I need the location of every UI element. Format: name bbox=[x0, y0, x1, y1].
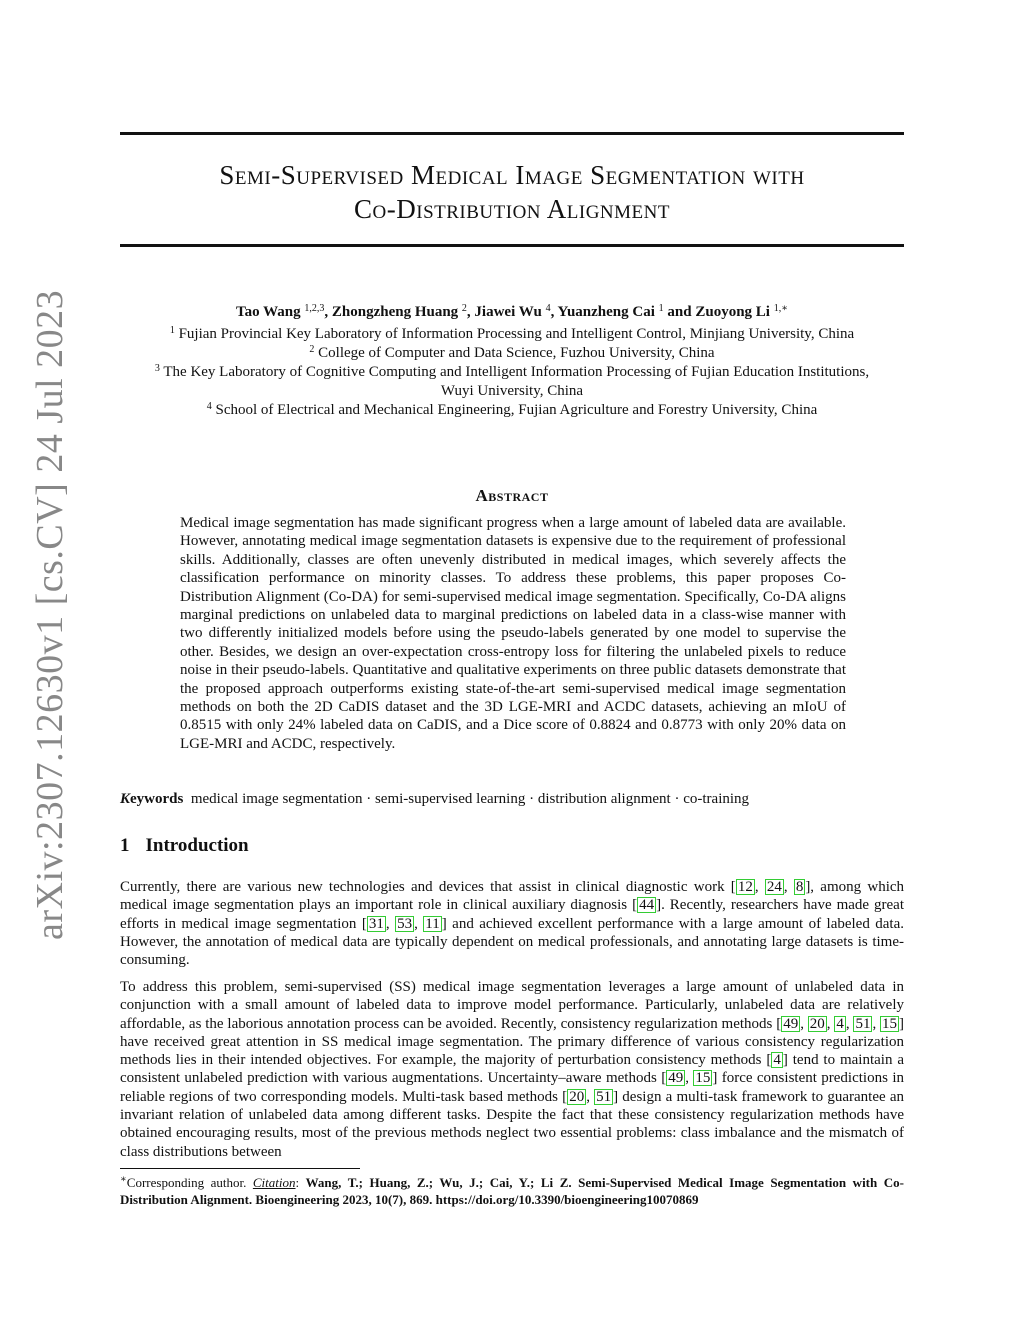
paper-title-line-1: Semi-Supervised Medical Image Segmentation with bbox=[219, 160, 805, 190]
affiliation-item: Wuyi University, China bbox=[440, 383, 584, 399]
citation-link[interactable]: 20 bbox=[569, 1088, 585, 1105]
citation-link[interactable]: 15 bbox=[882, 1015, 898, 1032]
author-affiliation-mark: 1 bbox=[658, 303, 664, 314]
intro-paragraph-1: Currently, there are various new technologies and devices that assist in clinical diagnostic work [ 12 , 24 , 8 ], among which medical image segmentation plays an important role in clinical auxiliary diagnosis [ 44 ]. Recently, researchers have made great efforts in medical image segmentation [ 31 , 53 , 11 ] and achieved excellent performance with a large amount of labeled data. However, the annotation of medical data are typically dependent on medical professionals, and annotating large datasets is time-consuming. bbox=[120, 879, 905, 969]
footnote-mark: ∗ bbox=[120, 1174, 127, 1185]
citation-link[interactable]: 20 bbox=[809, 1015, 825, 1032]
citation-link[interactable]: 51 bbox=[596, 1088, 612, 1105]
citation-link[interactable]: 15 bbox=[695, 1070, 711, 1087]
citation-link[interactable]: 51 bbox=[855, 1015, 871, 1032]
citation-link[interactable]: 11 bbox=[425, 915, 440, 932]
citation-link[interactable]: 31 bbox=[368, 915, 384, 932]
title-top-rule bbox=[120, 132, 904, 135]
paper-title-line-2: Co-Distribution Alignment bbox=[354, 194, 670, 224]
intro-paragraph-2: To address this problem, semi-supervised (SS) medical image segmentation leverages a large amount of unlabeled data in conjunction with a small amount of labeled data to improve model performance. Particularly, unlabeled data are relatively affordable, as the laborious annotation process can be avoided. Recently, consistency regularization methods [ 49 , 20 , 4 , 51 , 15 ] have received great attention in SS medical image segmentation. The primary difference of various consistency regularization methods lies in their intended objectives. For example, the majority of perturbation consistency methods [ 4 ] tend to maintain a consistent unlabeled prediction with various augmentations. Uncertainty–aware methods [ 49 , 15 ] force consistent predictions in reliable regions of two corresponding models. Multi-task based methods [ 20 , 51 ] design a multi-task framework to guarantee an invariant relation of unlabeled data among different tasks. Despite the fact that these consistency regularization methods have obtained encouraging results, most of the previous methods neglect two essential problems: class imbalance and the mismatch of class distributions between bbox=[120, 979, 905, 1160]
citation-reference: Wang, T.; Huang, Z.; Wu, J.; Cai, Y.; Li Z. Semi-Supervised Medical Image Segmentation with Co-Distribution Alignment. Bioengineering 2023, 10(7), 869. https://doi.org/10.3390/bioengineering10070869 bbox=[120, 1175, 904, 1207]
citation-label: Citation bbox=[252, 1175, 296, 1190]
author-name: and Zuoyong Li bbox=[667, 304, 770, 320]
affiliation-item: $^4$ School of Electrical and Mechanical Engineering, Fujian Agriculture and Forestry University, China bbox=[206, 401, 818, 418]
citation-link[interactable]: 24 bbox=[766, 879, 782, 895]
citation-link[interactable]: 44 bbox=[639, 897, 655, 914]
citation-link[interactable]: 12 bbox=[737, 879, 753, 895]
section-title: Introduction bbox=[145, 835, 249, 856]
author-affiliation-mark: 1,∗ bbox=[773, 303, 788, 314]
citation-link[interactable]: 49 bbox=[668, 1070, 684, 1087]
footnote-rule bbox=[120, 1168, 360, 1169]
author-list bbox=[120, 304, 904, 321]
citation-link[interactable]: 4 bbox=[773, 1052, 781, 1069]
section-number: 1 bbox=[120, 835, 130, 856]
author-name: Tao Wang bbox=[236, 304, 301, 320]
affiliation-item: $^1$ Fujian Provincial Key Laboratory of Information Processing and Intelligent Control, Minjiang University, China bbox=[169, 325, 855, 342]
author-name: , Jiawei Wu bbox=[466, 304, 542, 320]
citation-link[interactable]: 49 bbox=[783, 1015, 799, 1032]
keywords-text: medical image segmentation · semi-supervised learning · distribution alignment · co-training bbox=[190, 791, 750, 807]
abstract-heading: Abstract bbox=[475, 486, 549, 505]
author-affiliation-mark: 1,2,3 bbox=[304, 303, 325, 314]
footnote: ∗Corresponding author. Citation: Wang, T.; Huang, Z.; Wu, J.; Cai, Y.; Li Z. Semi-Supervised Medical Image Segmentation with Co-Distribution Alignment. Bioengineering 2023, 10(7), 869. https://doi.org/10.3390/bioengineering10070869 bbox=[120, 1174, 904, 1207]
affiliation-item: $^3$ The Key Laboratory of Cognitive Computing and Intelligent Information Processing of Fujian Education Institutions, bbox=[154, 363, 870, 380]
affiliation-item: $^2$ College of Computer and Data Science, Fuzhou University, China bbox=[309, 344, 715, 361]
arxiv-identifier[interactable]: arXiv:2307.12630v1 [cs.CV] 24 Jul 2023 bbox=[29, 289, 71, 940]
author-affiliation-mark: 4 bbox=[545, 303, 551, 314]
title-bottom-rule bbox=[120, 244, 904, 247]
author-name: , Zhongzheng Huang bbox=[324, 304, 459, 320]
keywords-label: Keywords bbox=[120, 791, 184, 807]
author-affiliation-mark: 2 bbox=[461, 303, 467, 314]
citation-link[interactable]: 4 bbox=[836, 1015, 844, 1032]
citation-link[interactable]: 8 bbox=[795, 879, 804, 895]
section-heading-introduction bbox=[120, 835, 249, 857]
citation-link[interactable]: 53 bbox=[397, 915, 413, 932]
author-name: , Yuanzheng Cai bbox=[550, 304, 655, 320]
abstract-body: Medical image segmentation has made significant progress when a large amount of labeled data are available. However, annotating medical image segmentation datasets is expensive due to the requirement of professional skills. Additionally, classes are often unevenly distributed in medical images, which severely affects the classification performance on minority classes. To address these problems, this paper proposes Co-Distribution Alignment (Co-DA) for semi-supervised medical image segmentation. Specifically, Co-DA aligns marginal predictions on unlabeled data to marginal predictions on labeled data in a class-wise manner with two differently initialized models before using the pseudo-labels generated by one model to supervise the other. Besides, we design an over-expectation cross-entropy loss for filtering the unlabeled pixels to reduce noise in their pseudo-labels. Quantitative and qualitative experiments on three public datasets demonstrate that the proposed approach outperforms existing state-of-the-art semi-supervised medical image segmentation methods on both the 2D CaDIS dataset and the 3D LGE-MRI and ACDC datasets, achieving an mIoU of 0.8515 with only 24% labeled data on CaDIS, and a Dice score of 0.8824 and 0.8773 with only 20% data on LGE-MRI and ACDC, respectively. bbox=[180, 515, 846, 752]
affiliation-list bbox=[100, 325, 924, 420]
keywords-line bbox=[120, 790, 904, 808]
